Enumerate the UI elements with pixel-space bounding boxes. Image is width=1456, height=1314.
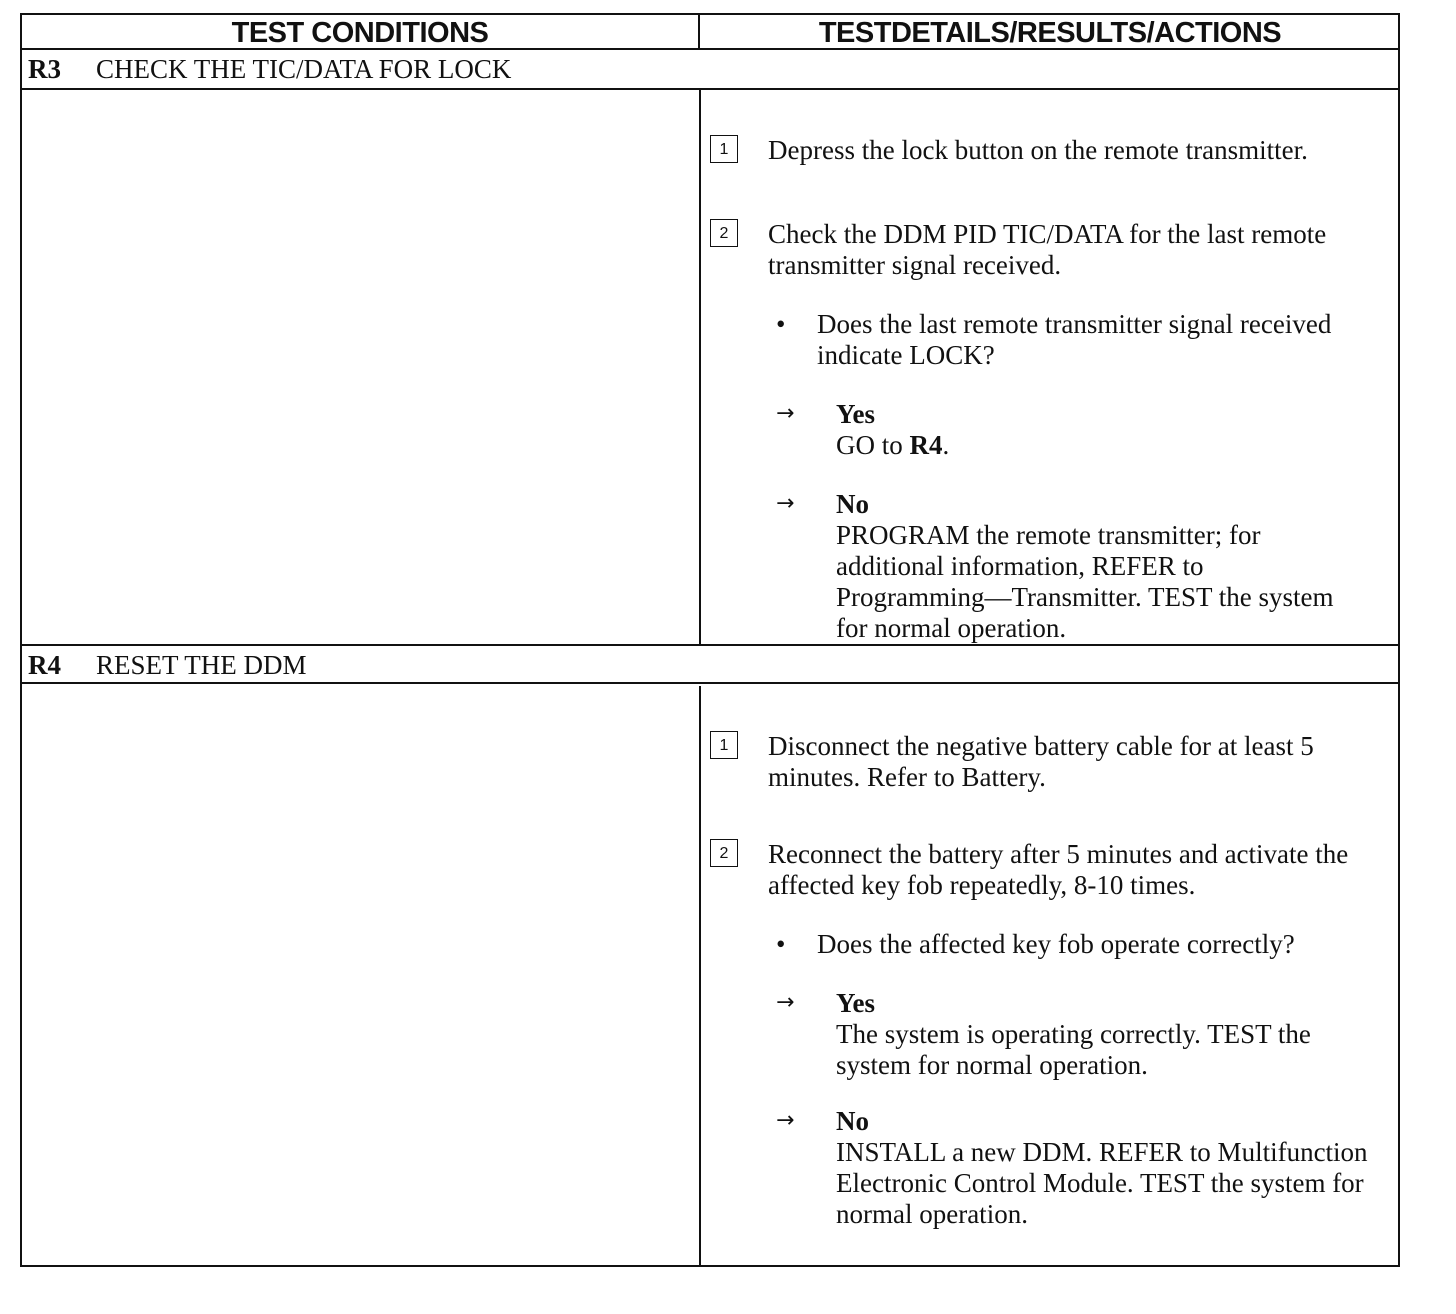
step-text: Check the DDM PID TIC/DATA for the last remote transmitter signal received. — [768, 219, 1327, 280]
column-divider — [699, 686, 701, 1265]
bullet-icon: • — [776, 309, 786, 339]
no-action: PROGRAM the remote transmitter; for additional information, REFER to Programming—Transmitter. TEST the system for normal operation. — [836, 520, 1334, 643]
arrow-right-icon: → — [776, 1108, 795, 1133]
yes-action: GO to R4. — [836, 430, 950, 460]
arrow-right-icon: → — [776, 491, 795, 516]
section-code: R3 — [28, 54, 61, 84]
yes-action: The system is operating correctly. TEST the system for normal operation. — [836, 1019, 1311, 1080]
header-test-conditions: TEST CONDITIONS — [22, 15, 700, 50]
step-text: Reconnect the battery after 5 minutes and activate the affected key fob repeatedly, 8-10 times. — [768, 839, 1349, 900]
step-number-box: 1 — [710, 135, 738, 163]
reference-link: R4 — [909, 430, 943, 460]
no-label: No — [836, 1106, 869, 1136]
section-r3-title — [22, 50, 1398, 90]
yes-branch — [836, 988, 1376, 1081]
yes-label: Yes — [836, 399, 875, 429]
yes-label: Yes — [836, 988, 875, 1018]
column-divider — [699, 90, 701, 644]
arrow-right-icon: → — [776, 990, 795, 1015]
section-title: CHECK THE TIC/DATA FOR LOCK — [96, 54, 512, 84]
section-r4-title — [22, 644, 1398, 684]
no-action: INSTALL a new DDM. REFER to Multifunction Electronic Control Module. TEST the system for normal operation. — [836, 1137, 1368, 1229]
bullet-icon: • — [776, 929, 786, 959]
step-text: Disconnect the negative battery cable for at least 5 minutes. Refer to Battery. — [768, 731, 1314, 792]
section-title: RESET THE DDM — [96, 650, 307, 680]
yes-branch — [836, 399, 1396, 461]
no-branch — [836, 489, 1336, 644]
section-code: R4 — [28, 650, 61, 680]
no-branch — [836, 1106, 1376, 1230]
step-text: Depress the lock button on the remote transmitter. — [768, 135, 1308, 165]
test-table — [20, 13, 1400, 1267]
step-number-box: 2 — [710, 219, 738, 247]
question-text: Does the affected key fob operate correctly? — [817, 929, 1295, 959]
step-number-box: 2 — [710, 839, 738, 867]
header-test-details: TESTDETAILS/RESULTS/ACTIONS — [700, 15, 1400, 50]
step-number-box: 1 — [710, 731, 738, 759]
no-label: No — [836, 489, 869, 519]
arrow-right-icon: → — [776, 401, 795, 426]
question-text: Does the last remote transmitter signal received indicate LOCK? — [817, 309, 1332, 370]
